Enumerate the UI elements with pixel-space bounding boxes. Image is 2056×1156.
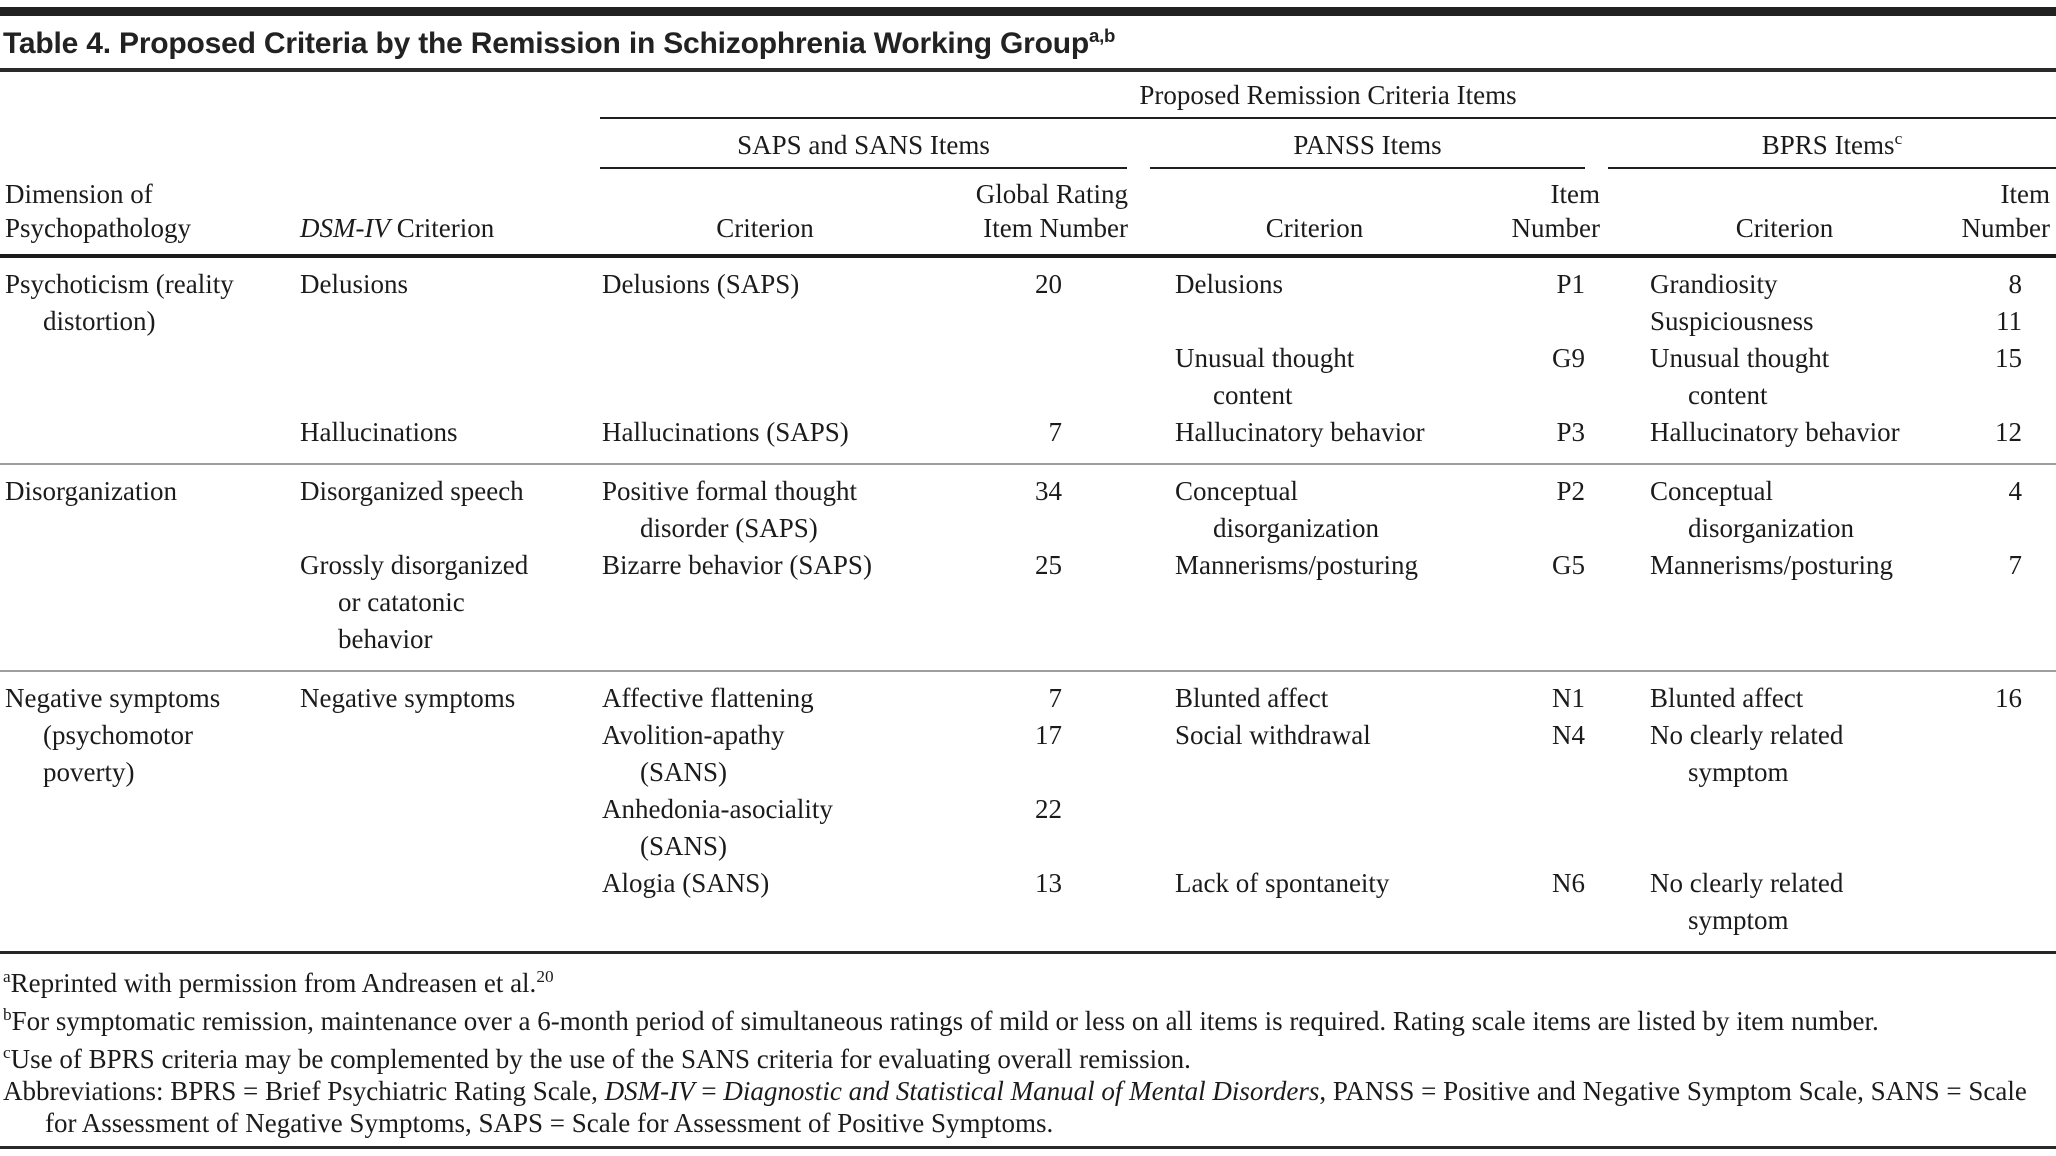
group-header-saps: [600, 118, 1150, 169]
footnote-marker: b: [3, 1005, 12, 1024]
col-header-dsm: DSM-IV Criterion: [295, 169, 600, 256]
table-body: [0, 256, 2056, 953]
cell-dimension: Disorganization: [5, 476, 177, 506]
cell-panss-number: P2 G5: [1552, 476, 1585, 580]
cell-panss-criterion: Blunted affect Social withdrawal Lack of spontaneity: [1175, 683, 1390, 898]
footnotes: [0, 954, 2056, 1143]
cell-saps-criterion: Delusions (SAPS) Hallucinations (SAPS): [602, 269, 849, 447]
group-label-panss: PANSS Items: [1293, 130, 1442, 160]
cell-panss-criterion: Delusions Unusual thought content Hallucinatory behavior: [1175, 269, 1425, 447]
top-rule: [0, 7, 2056, 16]
spanner-row: [0, 74, 2056, 118]
cell-saps-criterion: Positive formal thought disorder (SAPS) Bizarre behavior (SAPS): [602, 476, 872, 580]
cell-panss-number: N1 N4 N6: [1552, 683, 1585, 898]
footnote: $^a$Reprinted with permission from Andreasen et al.$^{20}$: [3, 967, 554, 998]
group-label-saps: SAPS and SANS Items: [737, 130, 990, 160]
cell-bprs-number: 4 7: [2008, 476, 2022, 580]
table-title-text: Table 4. Proposed Criteria by the Remission in Schizophrenia Working Group: [3, 27, 1089, 60]
cell-saps-criterion: Affective flattening Avolition-apathy (SANS) Anhedonia-asociality (SANS) Alogia (SANS): [602, 683, 833, 898]
col-header-panss-number: Item Number: [1455, 169, 1605, 256]
cell-panss-number: P1 G9 P3: [1552, 269, 1585, 447]
spanner-label: Proposed Remission Criteria Items: [1139, 80, 1517, 110]
footnote: $^b$For symptomatic remission, maintenance over a 6-month period of simultaneous ratings of mild or less on all items is required. Rating scale items are listed by item number.: [3, 1005, 1879, 1036]
cell-dimension: Negative symptoms (psychomotor poverty): [5, 683, 221, 787]
group-header-bprs: [1605, 118, 2056, 169]
title-rule: [0, 68, 2056, 72]
group-header-panss: [1150, 118, 1605, 169]
cell-dsm-criterion: Negative symptoms: [300, 683, 516, 713]
cell-bprs-number: 8 11 15 12: [1995, 269, 2022, 447]
footnote-marker: a: [3, 967, 11, 986]
cell-dsm-criterion: Disorganized speech Grossly disorganized or catatonic behavior: [300, 476, 529, 654]
group-label-bprs: BPRS Items: [1761, 130, 1895, 160]
group-header-row: [0, 118, 2056, 169]
group-empty-cell: [0, 118, 600, 169]
col-header-saps-criterion: Criterion: [600, 169, 930, 256]
table-title: [0, 16, 2056, 68]
table-row: [0, 256, 2056, 464]
col-header-bprs-number: Item Number: [1920, 169, 2056, 256]
cell-saps-number: 20 7: [1035, 269, 1062, 447]
group-sup-bprs: c: [1894, 129, 1903, 148]
criteria-table: [0, 74, 2056, 954]
cell-bprs-criterion: Grandiosity Suspiciousness Unusual thought content Hallucinatory behavior: [1650, 269, 1900, 447]
cell-bprs-number: 16: [1995, 683, 2022, 713]
cell-dsm-criterion: Delusions Hallucinations: [300, 269, 458, 447]
spanner-cell: [600, 74, 2056, 118]
col-header-panss-criterion: Criterion: [1150, 169, 1455, 256]
cell-bprs-criterion: Blunted affect No clearly related symptom No clearly related symptom: [1650, 683, 1844, 935]
table-row: [0, 464, 2056, 671]
col-header-dimension: Dimension of Psychopathology: [0, 169, 295, 256]
footnote: $^c$Use of BPRS criteria may be complemented by the use of the SANS criteria for evaluating overall remission.: [3, 1043, 1191, 1074]
cell-bprs-criterion: Conceptual disorganization Mannerisms/posturing: [1650, 476, 1893, 580]
cell-dimension: Psychoticism (reality distortion): [5, 269, 234, 336]
footnote-marker: c: [3, 1043, 11, 1062]
table-row: [0, 671, 2056, 953]
spanner-empty-cell: [0, 74, 600, 118]
footnote: Abbreviations: BPRS = Brief Psychiatric Rating Scale, DSM-IV = Diagnostic and Statistical Manual of Mental Disorders, PANSS = Positive and Negative Symptom Scale, SANS = Scale for Assessment of Negative Symptoms, SAPS = Scale for Assessment of Positive Symptoms.: [3, 1076, 2027, 1138]
cell-saps-number: 7 17 22 13: [1035, 683, 1062, 898]
cell-saps-number: 34 25: [1035, 476, 1062, 580]
col-header-bprs-criterion: Criterion: [1605, 169, 1920, 256]
table-figure: [0, 7, 2056, 1149]
column-header-row: [0, 169, 2056, 256]
cell-panss-criterion: Conceptual disorganization Mannerisms/posturing: [1175, 476, 1418, 580]
col-header-saps-number: Global Rating Item Number: [930, 169, 1150, 256]
table-title-superscript: a,b: [1088, 25, 1116, 46]
